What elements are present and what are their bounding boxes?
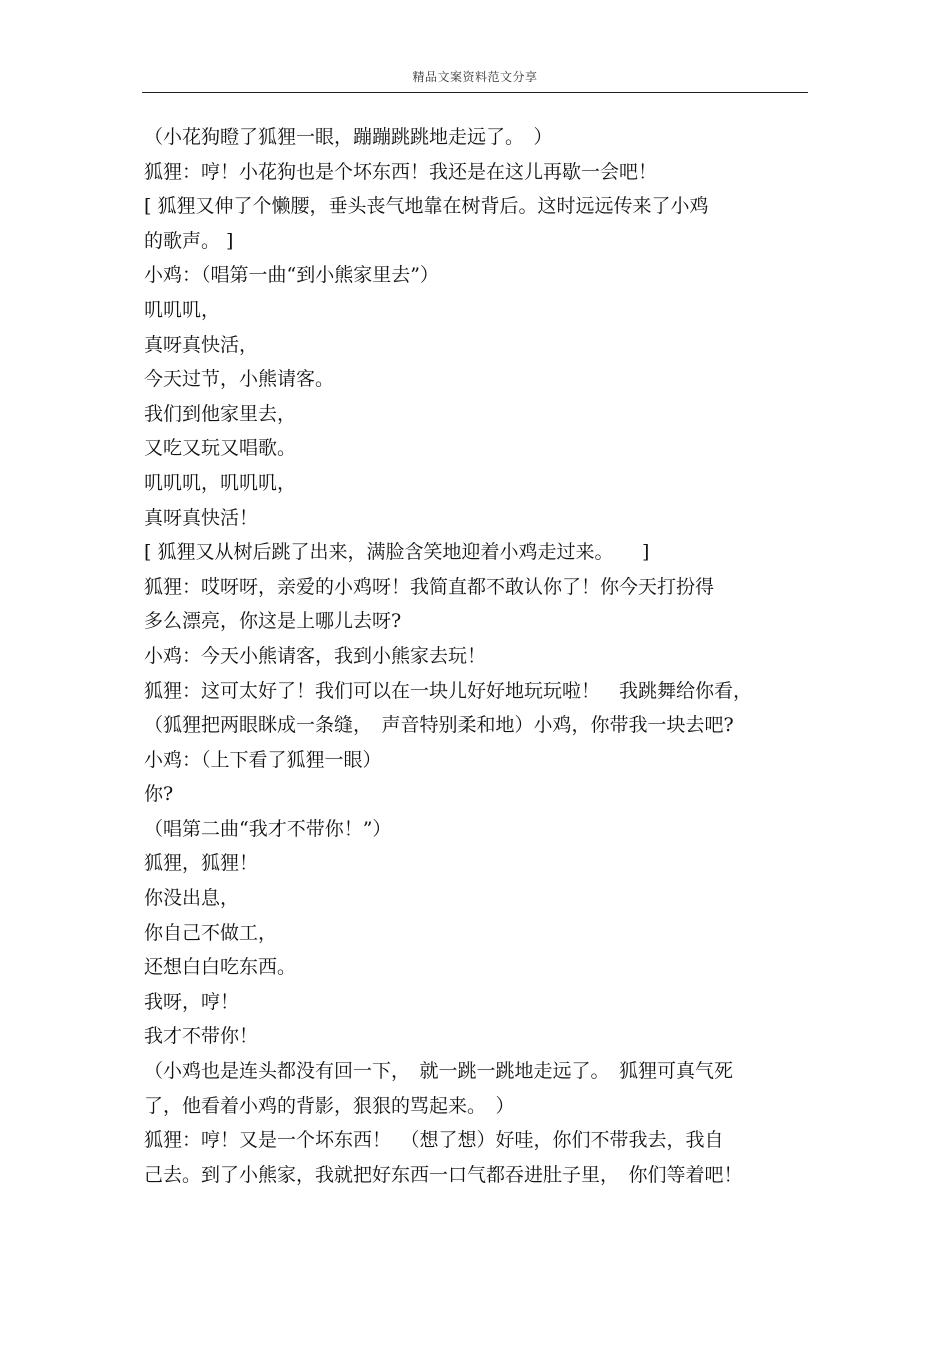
text-line: 我呀，哼！ bbox=[144, 990, 240, 1013]
text-line: 叽叽叽， bbox=[144, 298, 221, 321]
text-line: 叽叽叽，叽叽叽， bbox=[144, 471, 297, 494]
text-line: 你没出息， bbox=[144, 887, 240, 910]
document-body bbox=[144, 120, 808, 1192]
text-line: 小鸡：（唱第一曲“到小熊家里去”） bbox=[144, 264, 439, 287]
text-line: 又吃又玩又唱歌。 bbox=[144, 437, 297, 460]
text-line: 你? bbox=[144, 783, 174, 806]
text-line: （小鸡也是连头都没有回一下， 就一跳一跳地走远了。 狐狸可真气死 bbox=[144, 1060, 734, 1083]
text-line: （唱第二曲“我才不带你！”） bbox=[144, 817, 392, 840]
text-line: 小鸡：（上下看了狐狸一眼） bbox=[144, 748, 382, 771]
text-line: 的歌声。 ] bbox=[144, 229, 234, 252]
text-line: （小花狗瞪了狐狸一眼，蹦蹦跳跳地走远了。 ） bbox=[144, 126, 553, 148]
text-line: 你自己不做工， bbox=[144, 921, 278, 944]
text-line: 狐狸：哼！小花狗也是个坏东西！我还是在这儿再歇一会吧！ bbox=[144, 160, 658, 183]
text-line: 真呀真快活！ bbox=[144, 506, 259, 529]
text-line: 了，他看着小鸡的背影，狠狠的骂起来。 ） bbox=[144, 1094, 515, 1117]
text-line: 小鸡：今天小熊请客，我到小熊家去玩！ bbox=[144, 644, 487, 667]
text-line: （狐狸把两眼眯成一条缝， 声音特别柔和地）小鸡，你带我一块去吧? bbox=[144, 714, 734, 737]
text-line: 还想白白吃东西。 bbox=[144, 956, 297, 979]
text-line: 我才不带你！ bbox=[144, 1025, 259, 1048]
text-line: 狐狸：哎呀呀，亲爱的小鸡呀！我简直都不敢认你了！你今天打扮得 bbox=[144, 575, 715, 598]
page-header bbox=[142, 62, 808, 93]
text-line: 真呀真快活， bbox=[144, 333, 259, 356]
text-line: 今天过节，小熊请客。 bbox=[144, 368, 335, 391]
text-line: 狐狸，狐狸！ bbox=[144, 852, 259, 875]
text-line: [ 狐狸又从树后跳了出来，满脸含笑地迎着小鸡走过来。 ] bbox=[144, 541, 650, 564]
header-title: 精品文案资料范文分享 bbox=[412, 70, 538, 84]
text-line: 我们到他家里去， bbox=[144, 402, 297, 425]
text-line: [ 狐狸又伸了个懒腰，垂头丧气地靠在树背后。这时远远传来了小鸡 bbox=[144, 195, 709, 218]
text-line: 狐狸：哼！又是一个坏东西！ （想了想）好哇，你们不带我去，我自 bbox=[144, 1129, 724, 1152]
text-line: 己去。到了小熊家，我就把好东西一口气都吞进肚子里， 你们等着吧！ bbox=[144, 1163, 743, 1186]
text-line: 多么漂亮，你这是上哪儿去呀? bbox=[144, 610, 402, 633]
text-line: 狐狸：这可太好了！我们可以在一块儿好好地玩玩啦！ 我跳舞给你看， bbox=[144, 679, 753, 702]
